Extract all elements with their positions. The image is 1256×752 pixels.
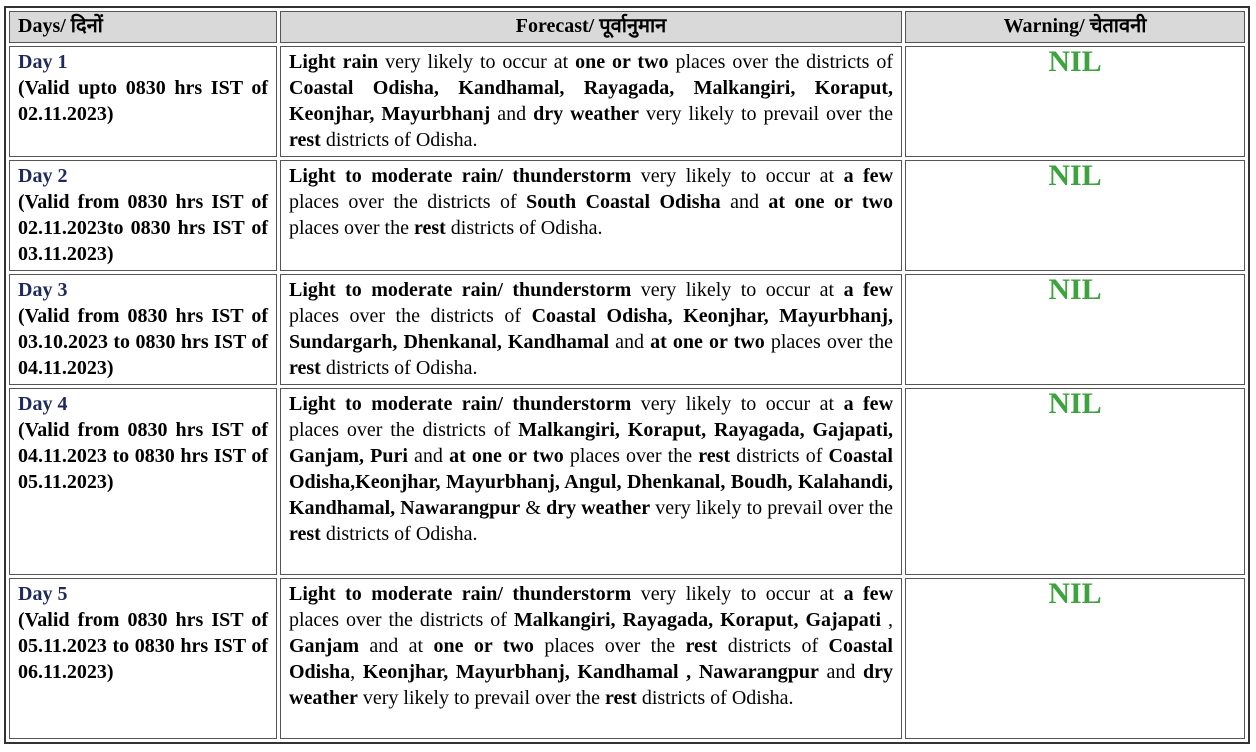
forecast-text-bold: dry weather — [289, 661, 893, 709]
forecast-cell — [280, 160, 902, 271]
forecast-text: very likely to occur at — [378, 51, 576, 73]
forecast-text: & — [520, 497, 547, 519]
forecast-text-bold: rest — [698, 445, 731, 467]
forecast-text-bold: a few — [843, 165, 894, 187]
forecast-text: , — [350, 661, 363, 683]
forecast-text: districts of Odisha. — [320, 523, 478, 545]
forecast-text-bold: a few — [843, 583, 894, 605]
header-days: Days/ दिनों — [9, 11, 277, 43]
forecast-text-bold: rest — [413, 217, 446, 239]
forecast-table — [4, 6, 1250, 744]
forecast-text: and at — [359, 635, 434, 657]
forecast-text: and — [490, 103, 534, 125]
forecast-text-bold: Light to moderate rain/ thunderstorm — [289, 583, 632, 605]
day-cell — [9, 46, 277, 157]
forecast-text-bold: Malkangiri, Rayagada, Koraput, Gajapati — [513, 609, 881, 631]
day-cell — [9, 388, 277, 575]
forecast-text: and — [720, 191, 769, 213]
forecast-text-bold: Light rain — [289, 51, 379, 73]
table-row — [9, 46, 1245, 157]
forecast-text-bold: Ganjam — [289, 635, 359, 657]
forecast-text-bold: Coastal Odisha, Keonjhar, Mayurbhanj, Sundargarh, Dhenkanal, Kandhamal — [289, 305, 894, 353]
forecast-text-bold: Coastal Odisha, Kandhamal, Rayagada, Malkangiri, Koraput, Keonjhar, Mayurbhanj — [289, 77, 893, 125]
forecast-text: very likely to occur at — [631, 165, 844, 187]
forecast-text-bold: Light to moderate rain/ thunderstorm — [289, 279, 632, 301]
forecast-text: very likely to prevail over the — [650, 497, 894, 519]
forecast-text: places over the districts of — [668, 51, 893, 73]
table-row — [9, 578, 1245, 739]
forecast-text-bold: rest — [605, 687, 637, 709]
forecast-text: places over the — [563, 445, 699, 467]
forecast-text-bold: rest — [289, 523, 321, 545]
day-label: Day 5 — [18, 583, 68, 605]
forecast-text: very likely to prevail over the — [638, 103, 893, 125]
forecast-cell — [280, 578, 902, 739]
forecast-text: districts of Odisha. — [445, 217, 603, 239]
forecast-text-bold: Coastal Odisha,Keonjhar, Mayurbhanj, Angul, Dhenkanal, Boudh, Kalahandi, Kandhamal, Nawarangpur — [289, 445, 893, 519]
day-validity: (Valid from 0830 hrs IST of 04.11.2023 to 0830 hrs IST of 05.11.2023) — [18, 419, 268, 493]
forecast-text: very likely to occur at — [631, 279, 844, 301]
header-row — [9, 11, 1245, 43]
day-label: Day 1 — [18, 51, 68, 73]
forecast-text: places over the districts of — [289, 191, 527, 213]
warning-value: NIL — [1048, 273, 1102, 306]
forecast-text: places over the districts of — [289, 419, 519, 441]
forecast-text: places over the — [533, 635, 686, 657]
forecast-text: very likely to prevail over the — [357, 687, 605, 709]
day-validity: (Valid from 0830 hrs IST of 03.10.2023 to 0830 hrs IST of 04.11.2023) — [18, 305, 268, 379]
forecast-text-bold: at one or two — [449, 445, 564, 467]
forecast-text-bold: rest — [289, 129, 321, 151]
forecast-text: districts of Odisha. — [320, 357, 478, 379]
forecast-text: places over the — [764, 331, 893, 353]
forecast-text: very likely to occur at — [631, 583, 844, 605]
forecast-cell — [280, 388, 902, 575]
warning-cell — [905, 274, 1245, 385]
forecast-text: very likely to occur at — [631, 393, 844, 415]
day-cell — [9, 578, 277, 739]
day-validity: (Valid from 0830 hrs IST of 02.11.2023to 0830 hrs IST of 03.11.2023) — [18, 191, 268, 265]
forecast-text-bold: rest — [289, 357, 321, 379]
forecast-text-bold: a few — [843, 393, 894, 415]
warning-value: NIL — [1048, 159, 1102, 192]
forecast-text: , — [881, 609, 893, 631]
forecast-text: and — [407, 445, 450, 467]
forecast-text-bold: Coastal Odisha — [289, 635, 893, 683]
forecast-text: districts of Odisha. — [636, 687, 794, 709]
forecast-text-bold: Light to moderate rain/ thunderstorm — [289, 393, 632, 415]
header-warning: Warning/ चेतावनी — [905, 11, 1245, 43]
forecast-text-bold: a few — [843, 279, 894, 301]
table-row — [9, 160, 1245, 271]
forecast-text: districts of Odisha. — [320, 129, 478, 151]
warning-cell — [905, 46, 1245, 157]
forecast-text-bold: at one or two — [768, 191, 894, 213]
warning-cell — [905, 388, 1245, 575]
forecast-text: and — [609, 331, 651, 353]
day-cell — [9, 160, 277, 271]
warning-value: NIL — [1048, 577, 1102, 610]
forecast-text: districts of — [730, 445, 829, 467]
day-label: Day 2 — [18, 165, 68, 187]
forecast-text: places over the — [289, 217, 414, 239]
day-label: Day 3 — [18, 279, 68, 301]
forecast-text-bold: dry weather — [533, 103, 639, 125]
forecast-text-bold: Light to moderate rain/ thunderstorm — [289, 165, 632, 187]
forecast-text-bold: one or two — [575, 51, 669, 73]
day-validity: (Valid upto 0830 hrs IST of 02.11.2023) — [18, 77, 268, 125]
forecast-text-bold: dry weather — [546, 497, 651, 519]
day-validity: (Valid from 0830 hrs IST of 05.11.2023 to 0830 hrs IST of 06.11.2023) — [18, 609, 268, 683]
forecast-text: and — [818, 661, 863, 683]
warning-value: NIL — [1048, 45, 1102, 78]
warning-value: NIL — [1048, 387, 1102, 420]
forecast-text-bold: Keonjhar, Mayurbhanj, Kandhamal , Nawarangpur — [362, 661, 819, 683]
forecast-text-bold: South Coastal Odisha — [526, 191, 721, 213]
day-cell — [9, 274, 277, 385]
warning-cell — [905, 160, 1245, 271]
forecast-cell — [280, 46, 902, 157]
forecast-text-bold: one or two — [433, 635, 534, 657]
day-label: Day 4 — [18, 393, 68, 415]
forecast-cell — [280, 274, 902, 385]
warning-cell — [905, 578, 1245, 739]
forecast-text: places over the districts of — [289, 609, 514, 631]
forecast-text-bold: rest — [685, 635, 718, 657]
forecast-text-bold: at one or two — [650, 331, 765, 353]
table-row — [9, 388, 1245, 575]
table-row — [9, 274, 1245, 385]
forecast-text: districts of — [717, 635, 829, 657]
forecast-text: places over the districts of — [289, 305, 532, 327]
header-forecast: Forecast/ पूर्वानुमान — [280, 11, 902, 43]
forecast-text-bold: Malkangiri, Koraput, Rayagada, Gajapati, Ganjam, Puri — [289, 419, 893, 467]
